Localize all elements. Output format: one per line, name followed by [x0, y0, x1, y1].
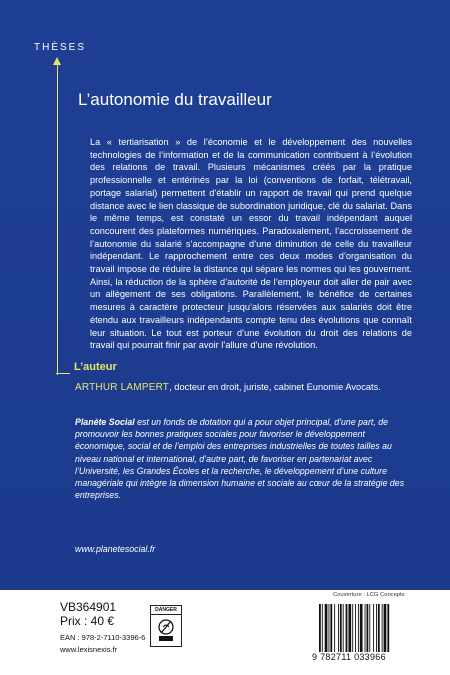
- cover-credit: Couverture : LCG Concepts: [333, 592, 405, 598]
- series-label: THÈSES: [34, 42, 87, 53]
- author-line: [75, 382, 381, 393]
- price-label: Prix : 40 €: [60, 614, 115, 628]
- publisher-website: www.lexisnexis.fr: [60, 645, 118, 654]
- author-guide-line: [56, 373, 70, 374]
- author-heading: L’auteur: [74, 361, 117, 373]
- vertical-guide-line: [57, 63, 58, 375]
- barcode-image: [318, 604, 412, 652]
- foundation-name: Planète Social: [75, 417, 135, 427]
- foundation-text: est un fonds de dotation qui a pour objet principal, d’une part, de promouvoir les bonnes pratiques sociales pour favoriser le développement économique, social et de l’emploi des entreprises industrielles de toutes tailles au niveau national et international, d’autre part, de favoriser en partenariat avec l’Université, les Grandes Écoles et la recherche, le développement d’une culture managériale qui intègre la dimension humaine et sociale au cœur de la stratégie des entreprises.: [75, 417, 405, 501]
- book-title: L’autonomie du travailleur: [78, 90, 272, 109]
- foundation-paragraph: [75, 416, 405, 501]
- product-reference: VB364901: [60, 600, 117, 614]
- summary-text: La « tertiarisation » de l’économie et le développement des nouvelles technologies de l’information et de la communication contribuent à l’évolution des relations de travail. Plusieurs mécanismes créés par la pratique professionnelle et entérinés par la loi (conventions de forfait, télétravail, portage salarial) permettent d’établir un rapport de travail qui prend quelque distance avec le lien classique de subordination juridique, clé du salariat. Dans le même temps, est constaté un essor du travail indépendant auquel concourent des plateformes numériques. Paradoxalement, l’accroissement de l’autonomie du salarié s’accompagne d’une diminution de celle du travailleur indépendant. Le rapprochement entre ces deux modes d’organisation du travail impose de réduire la distance qui sépare les normes qui les gouvernent. Ainsi, la réduction de la sphère d’autorité de l’employeur doit aller de pair avec un allègement de ses obligations. Parallèlement, le bénéfice de certaines mesures à caractère protecteur jusqu’alors réservées aux salariés doit être étendu aux travailleurs indépendants compte tenu des évolutions que connaît leur situation. Le tout est porteur d’une évolution du droit des relations de travail qui pourrait finir par avoir l’allure d’une révolution.: [90, 137, 412, 351]
- danger-photocopy-icon: [157, 618, 175, 642]
- barcode-digits: 9 782711 033966: [312, 652, 386, 662]
- ean-number: EAN : 978-2-7110-3396-6: [60, 633, 146, 642]
- foundation-url: www.planetesocial.fr: [75, 544, 156, 554]
- author-name: ARTHUR LAMPERT: [75, 382, 170, 393]
- danger-label: DANGER: [151, 606, 181, 615]
- danger-photocopy-logo: [150, 605, 182, 647]
- author-description: , docteur en droit, juriste, cabinet Eunomie Avocats.: [169, 382, 381, 392]
